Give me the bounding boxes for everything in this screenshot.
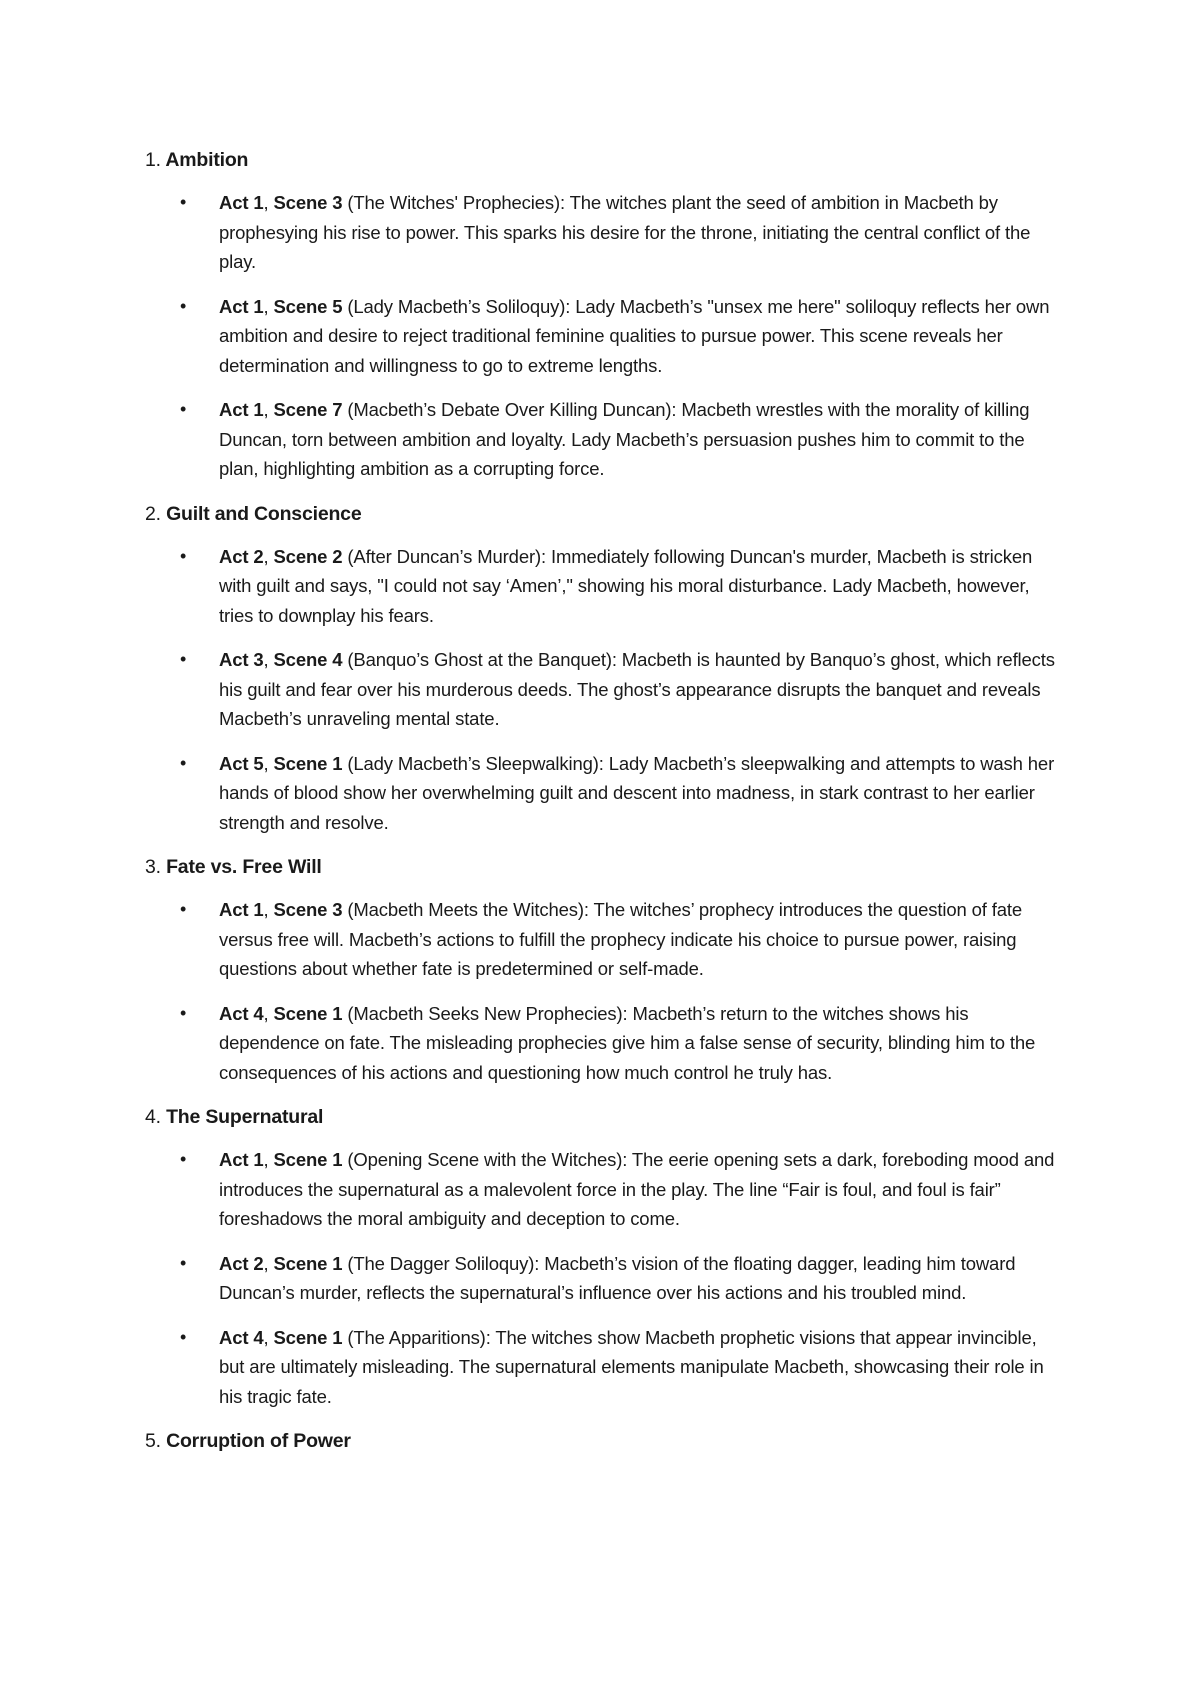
reference-separator: ,	[263, 295, 274, 317]
scene-list	[145, 895, 1065, 1087]
scene-label: Scene 3	[273, 192, 343, 213]
scene-reference	[219, 192, 342, 213]
bullet-icon: •	[180, 1149, 187, 1169]
section-heading	[145, 852, 1065, 882]
scene-reference	[219, 1003, 342, 1024]
scene-description: (The Dagger Soliloquy): Macbeth’s vision of the floating dagger, leading him toward Duncan’s murder, reflects the supernatural’s influence over his actions and his troubled mind.	[219, 1252, 1016, 1303]
scene-label: Scene 2	[273, 545, 343, 567]
scene-reference	[219, 546, 342, 567]
scene-reference	[219, 1149, 342, 1170]
act-label: Act 1	[219, 295, 264, 317]
section-heading	[145, 145, 1065, 175]
scene-label: Scene 1	[273, 1149, 343, 1170]
reference-separator: ,	[263, 649, 274, 670]
list-item	[145, 645, 1065, 734]
act-label: Act 4	[219, 1326, 264, 1348]
scene-reference	[219, 753, 342, 774]
scene-description: (The Witches' Prophecies): The witches plant the seed of ambition in Macbeth by prophesying his rise to power. This sparks his desire for the throne, initiating the central conflict of the play.	[219, 192, 1031, 272]
act-label: Act 3	[219, 649, 264, 670]
bullet-icon: •	[180, 545, 187, 566]
section-heading	[145, 1102, 1065, 1132]
scene-description: (Macbeth Seeks New Prophecies): Macbeth’s return to the witches shows his dependence on fate. The misleading prophecies give him a false sense of security, blinding him to the consequences of his actions and questioning how much control he truly has.	[219, 1002, 1036, 1083]
act-label: Act 4	[219, 1002, 264, 1024]
act-label: Act 2	[219, 545, 264, 567]
section-number: 4.	[145, 1106, 161, 1128]
reference-separator: ,	[263, 1252, 274, 1274]
scene-description: (Opening Scene with the Witches): The eerie opening sets a dark, foreboding mood and introduces the supernatural as a malevolent force in the play. The line “Fair is foul, and foul is fair” foreshadows the moral ambiguity and deception to come.	[219, 1149, 1055, 1229]
scene-label: Scene 1	[273, 1326, 343, 1348]
act-label: Act 1	[219, 1149, 264, 1170]
section-title: Corruption of Power	[166, 1430, 351, 1452]
bullet-icon: •	[180, 1326, 187, 1347]
bullet-icon: •	[180, 649, 187, 669]
scene-description: (Macbeth Meets the Witches): The witches’ prophecy introduces the question of fate versus free will. Macbeth’s actions to fulfill the prophecy indicate his choice to pursue power, raising questions about whether fate is predetermined or self-made.	[219, 899, 1022, 979]
list-item	[145, 292, 1065, 381]
reference-separator: ,	[263, 1326, 274, 1348]
section-title: The Supernatural	[166, 1106, 324, 1128]
scene-reference	[219, 899, 342, 920]
scene-label: Scene 4	[273, 649, 343, 670]
scene-description: (Macbeth’s Debate Over Killing Duncan): Macbeth wrestles with the morality of killing Duncan, torn between ambition and loyalty. Lady Macbeth’s persuasion pushes him to commit to the plan, highlighting ambition as a corrupting force.	[219, 399, 1030, 479]
bullet-icon: •	[180, 399, 187, 419]
bullet-icon: •	[180, 1002, 187, 1023]
scene-label: Scene 1	[273, 1252, 343, 1274]
act-label: Act 1	[219, 899, 264, 920]
bullet-icon: •	[180, 1252, 187, 1273]
scene-label: Scene 1	[273, 1002, 343, 1024]
list-item	[145, 999, 1065, 1088]
scene-label: Scene 1	[273, 752, 343, 774]
reference-separator: ,	[263, 899, 274, 920]
scene-list	[145, 1145, 1065, 1411]
bullet-icon: •	[180, 295, 187, 316]
list-item	[145, 749, 1065, 838]
list-item	[145, 1145, 1065, 1234]
document-page	[145, 145, 1065, 1469]
bullet-icon: •	[180, 899, 187, 919]
scene-label: Scene 7	[273, 399, 343, 420]
reference-separator: ,	[263, 545, 274, 567]
section-number: 3.	[145, 856, 161, 878]
list-item	[145, 188, 1065, 277]
scene-description: (Lady Macbeth’s Sleepwalking): Lady Macbeth’s sleepwalking and attempts to wash her hands of blood show her overwhelming guilt and descent into madness, in stark contrast to her earlier strength and resolve.	[219, 752, 1055, 833]
bullet-icon: •	[180, 192, 187, 212]
scene-reference	[219, 399, 342, 420]
bullet-icon: •	[180, 752, 187, 773]
section-number: 5.	[145, 1430, 161, 1452]
section-title: Ambition	[165, 149, 249, 171]
scene-label: Scene 5	[273, 295, 343, 317]
scene-description: (The Apparitions): The witches show Macbeth prophetic visions that appear invincible, but are ultimately misleading. The supernatural elements manipulate Macbeth, showcasing their role in his tragic fate.	[219, 1326, 1044, 1407]
reference-separator: ,	[263, 399, 274, 420]
act-label: Act 1	[219, 399, 264, 420]
act-label: Act 2	[219, 1252, 264, 1274]
scene-reference	[219, 296, 342, 317]
scene-reference	[219, 649, 342, 670]
section-heading	[145, 499, 1065, 529]
list-item	[145, 895, 1065, 984]
section-heading	[145, 1426, 1065, 1456]
scene-reference	[219, 1327, 342, 1348]
reference-separator: ,	[263, 192, 274, 213]
scene-description: (Lady Macbeth’s Soliloquy): Lady Macbeth’s "unsex me here" soliloquy reflects her own ambition and desire to reject traditional feminine qualities to pursue power. This scene reveals her determination and willingness to go to extreme lengths.	[219, 295, 1050, 376]
act-label: Act 1	[219, 192, 264, 213]
section-title: Fate vs. Free Will	[166, 856, 322, 878]
reference-separator: ,	[263, 1002, 274, 1024]
list-item	[145, 1249, 1065, 1308]
reference-separator: ,	[263, 1149, 274, 1170]
scene-reference	[219, 1253, 342, 1274]
scene-description: (Banquo’s Ghost at the Banquet): Macbeth is haunted by Banquo’s ghost, which reflects his guilt and fear over his murderous deeds. The ghost’s appearance disrupts the banquet and reveals Macbeth’s unraveling mental state.	[219, 649, 1055, 729]
scene-list	[145, 188, 1065, 484]
section-number: 2.	[145, 502, 161, 525]
scene-label: Scene 3	[273, 899, 343, 920]
list-item	[145, 395, 1065, 484]
list-item	[145, 542, 1065, 631]
scene-description: (After Duncan’s Murder): Immediately following Duncan's murder, Macbeth is stricken with guilt and says, "I could not say ‘Amen’," showing his moral disturbance. Lady Macbeth, however, tries to downplay his fears.	[219, 545, 1033, 626]
list-item	[145, 1323, 1065, 1412]
reference-separator: ,	[263, 752, 274, 774]
act-label: Act 5	[219, 752, 264, 774]
section-number: 1.	[145, 149, 161, 171]
scene-list	[145, 542, 1065, 838]
section-title: Guilt and Conscience	[166, 502, 362, 525]
